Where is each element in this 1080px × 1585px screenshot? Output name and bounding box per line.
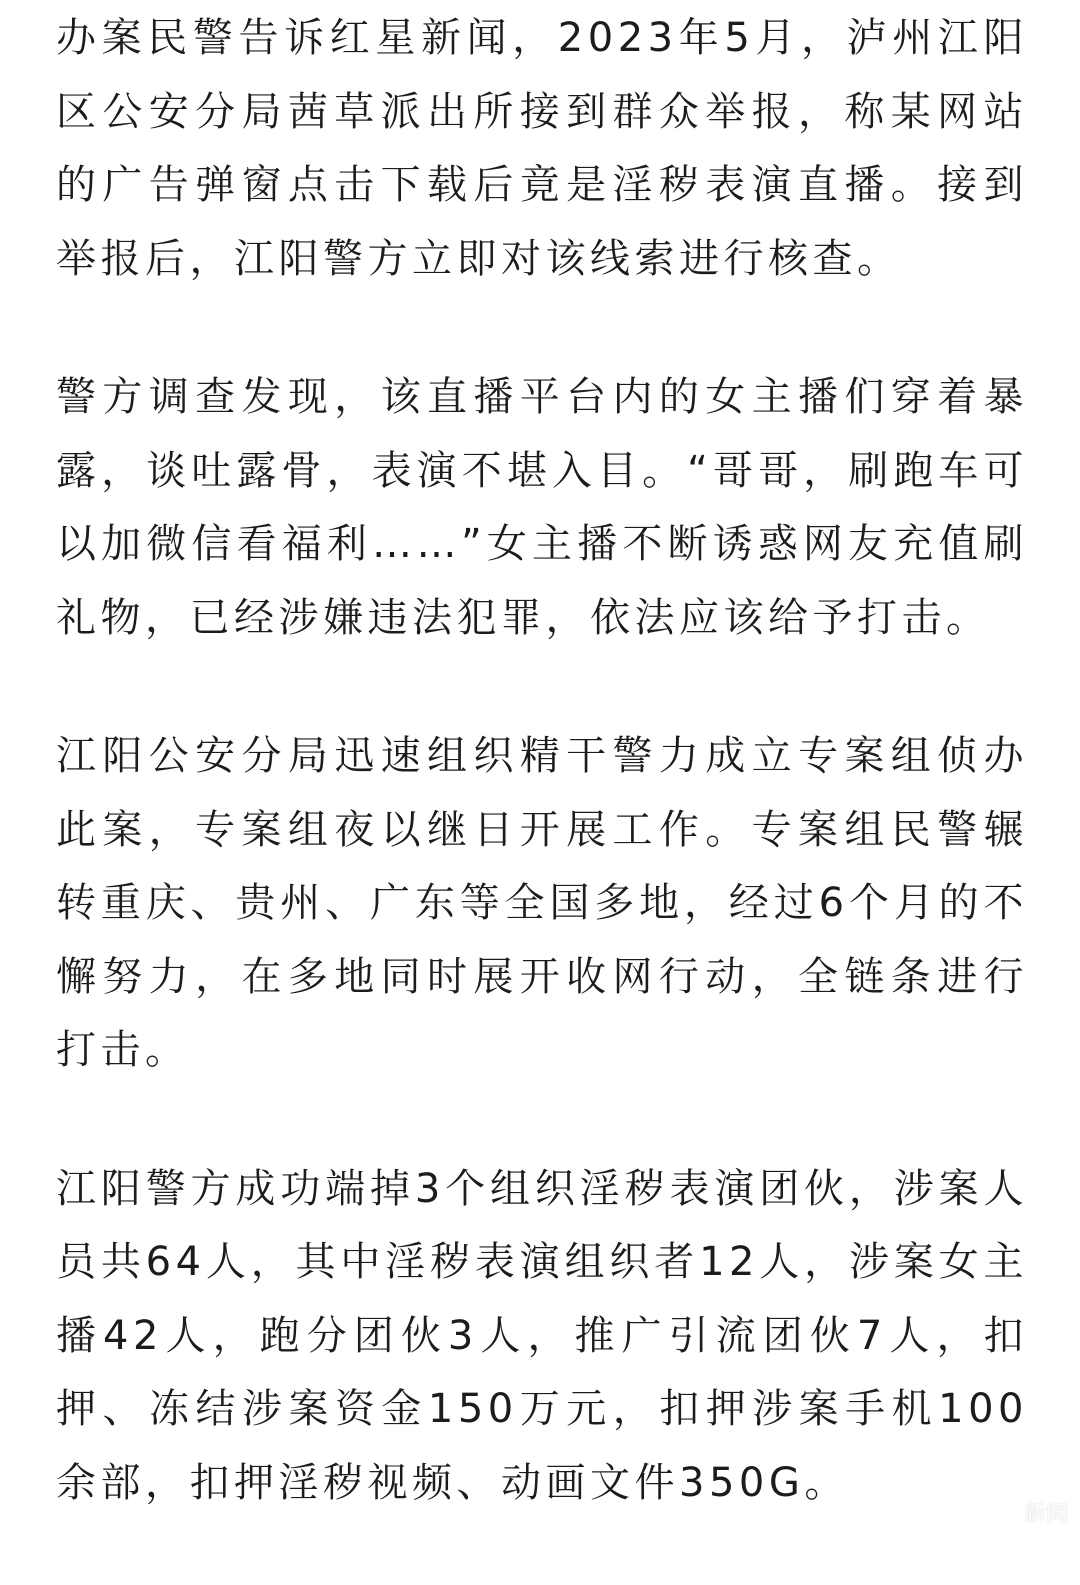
watermark-text: 新闻 [1023,1502,1068,1527]
article-paragraph: 办案民警告诉红星新闻，2023年5月，泸州江阳区公安分局茜草派出所接到群众举报，称某网站的广告弹窗点击下载后竟是淫秽表演直播。接到举报后，江阳警方立即对该线索进行核查。 [56,15,1028,282]
article-paragraph: 江阳公安分局迅速组织精干警力成立专案组侦办此案，专案组夜以继日开展工作。专案组民警辗转重庆、贵州、广东等全国多地，经过6个月的不懈努力，在多地同时展开收网行动，全链条进行打击。 [56,733,1028,1073]
article-paragraph: 江阳警方成功端掉3个组织淫秽表演团伙，涉案人员共64人，其中淫秽表演组织者12人，涉案女主播42人，跑分团伙3人，推广引流团伙7人，扣押、冻结涉案资金150万元，扣押涉案手机100余部，扣押淫秽视频、动画文件350G。 [56,1165,1028,1506]
weibo-logo-icon [988,1498,1018,1528]
watermark [988,1497,1068,1528]
article-paragraph: 警方调查发现，该直播平台内的女主播们穿着暴露，谈吐露骨，表演不堪入目。“哥哥，刷跑车可以加微信看福利……”女主播不断诱惑网友充值刷礼物，已经涉嫌违法犯罪，依法应该给予打击。 [56,374,1028,641]
article-body [56,2,1028,1585]
